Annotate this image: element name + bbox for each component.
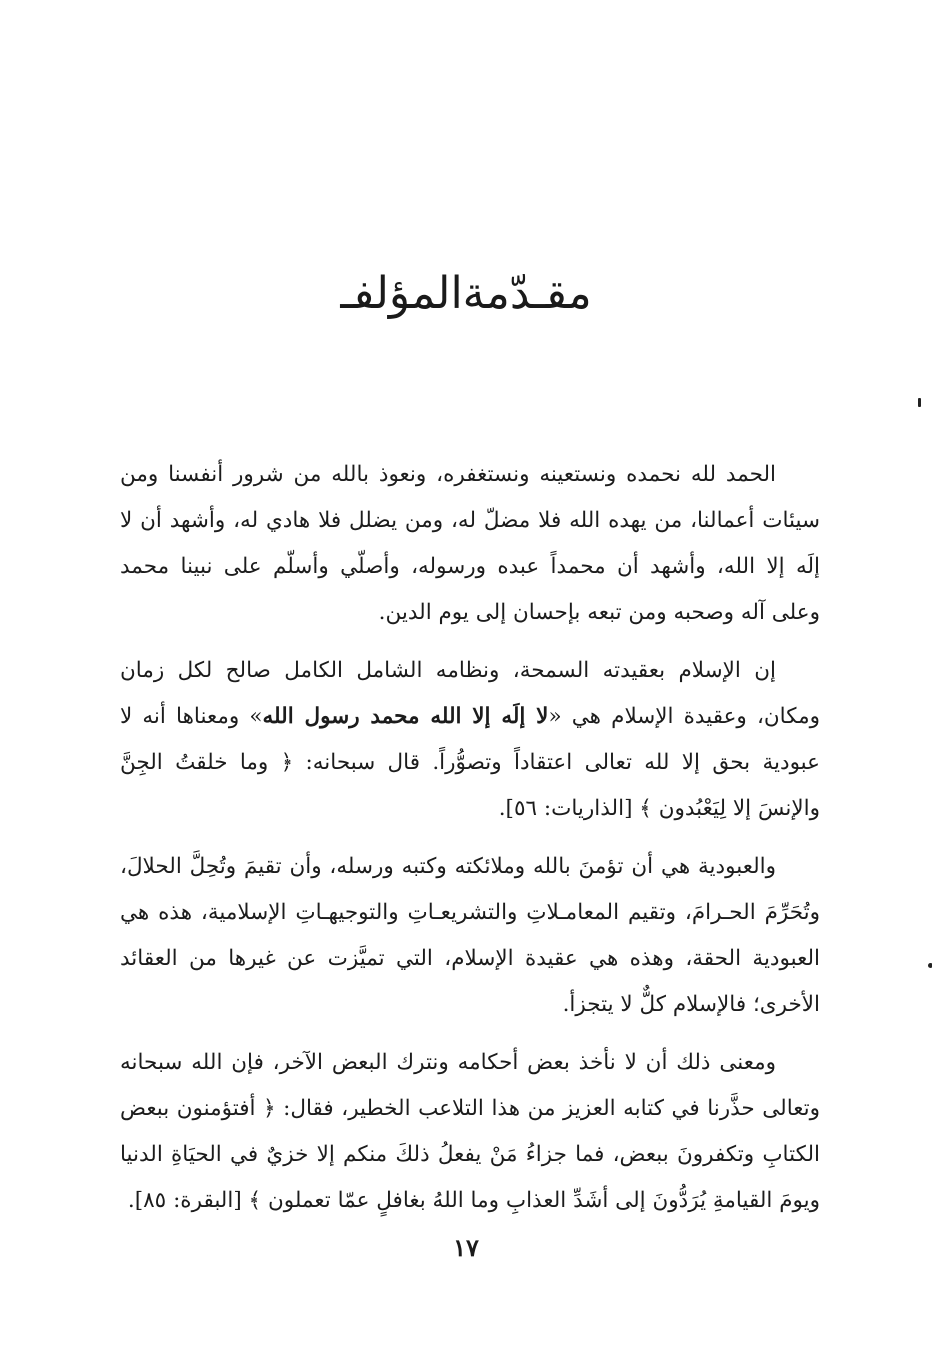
- paragraph-3: والعبودية هي أن تؤمنَ بالله وملائكته وكتبه ورسله، وأن تقيمَ وتُحِلَّ الحلالَ، وتُحَرِّمَ الحـرامَ، وتقيم المعامـلاتِ والتشريعـاتِ والتوجيهـاتِ الإسلامية، هذه هي العبودية الحقة، وهذه هي عقيدة الإسلام، التي تميَّزت عن غيرها من العقائد الأخرى؛ فالإسلام كلٌّ لا يتجزأ.: [120, 854, 820, 1017]
- margin-dot: [928, 963, 932, 968]
- paragraph-1: الحمد لله نحمده ونستعينه ونستغفره، ونعوذ بالله من شرور أنفسنا ومن سيئات أعمالنا، من يهده الله فلا مضلّ له، ومن يضلل فلا هادي له، وأشهد أن لا إلَه إلا الله، وأشهد أن محمداً عبده ورسوله، وأصلّي وأسلّم على نبينا محمد وعلى آله وصحبه ومن تبعه بإحسان إلى يوم الدين.: [120, 462, 820, 625]
- margin-mark: [918, 398, 921, 407]
- paragraph-2-part-2: » ومعناها أنه لا عبودية بحق إلا لله تعالى اعتقاداً وتصوُّراً. قال سبحانه: ﴿ وما خلقتُ الجِنَّ والإنسَ إلا لِيَعْبُدون ﴾ [الذاريات: ٥٦].: [120, 704, 820, 821]
- paragraph-2: [120, 648, 820, 832]
- paragraph-2-part-1: إن الإسلام بعقيدته السمحة، ونظامه الشامل الكامل صالح لكل زمان ومكان، وعقيدة الإسلام هي «: [120, 658, 820, 729]
- shahada-text: لا إلَه إلا الله محمد رسول الله: [262, 704, 549, 729]
- page-number: ١٧: [453, 1233, 479, 1262]
- body-text: [120, 452, 820, 1236]
- page-title: مقـدّمةالمؤلفـ: [340, 268, 592, 319]
- paragraph-4: ومعنى ذلك أن لا نأخذ بعض أحكامه ونترك البعض الآخر، فإن الله سبحانه وتعالى حذَّرنا في كتابه العزيز من هذا التلاعب الخطير، فقال: ﴿ أفتؤمنون ببعض الكتابِ وتكفرونَ ببعض، فما جزاءُ مَنْ يفعلُ ذلكَ منكم إلا خزيٌ في الحيَاةِ الدنيا ويومَ القيامةِ يُرَدُّونَ إلى أشَدِّ العذابِ وما اللهُ بغافلٍ عمّا تعملون ﴾ [البقرة: ٨٥].: [120, 1050, 820, 1213]
